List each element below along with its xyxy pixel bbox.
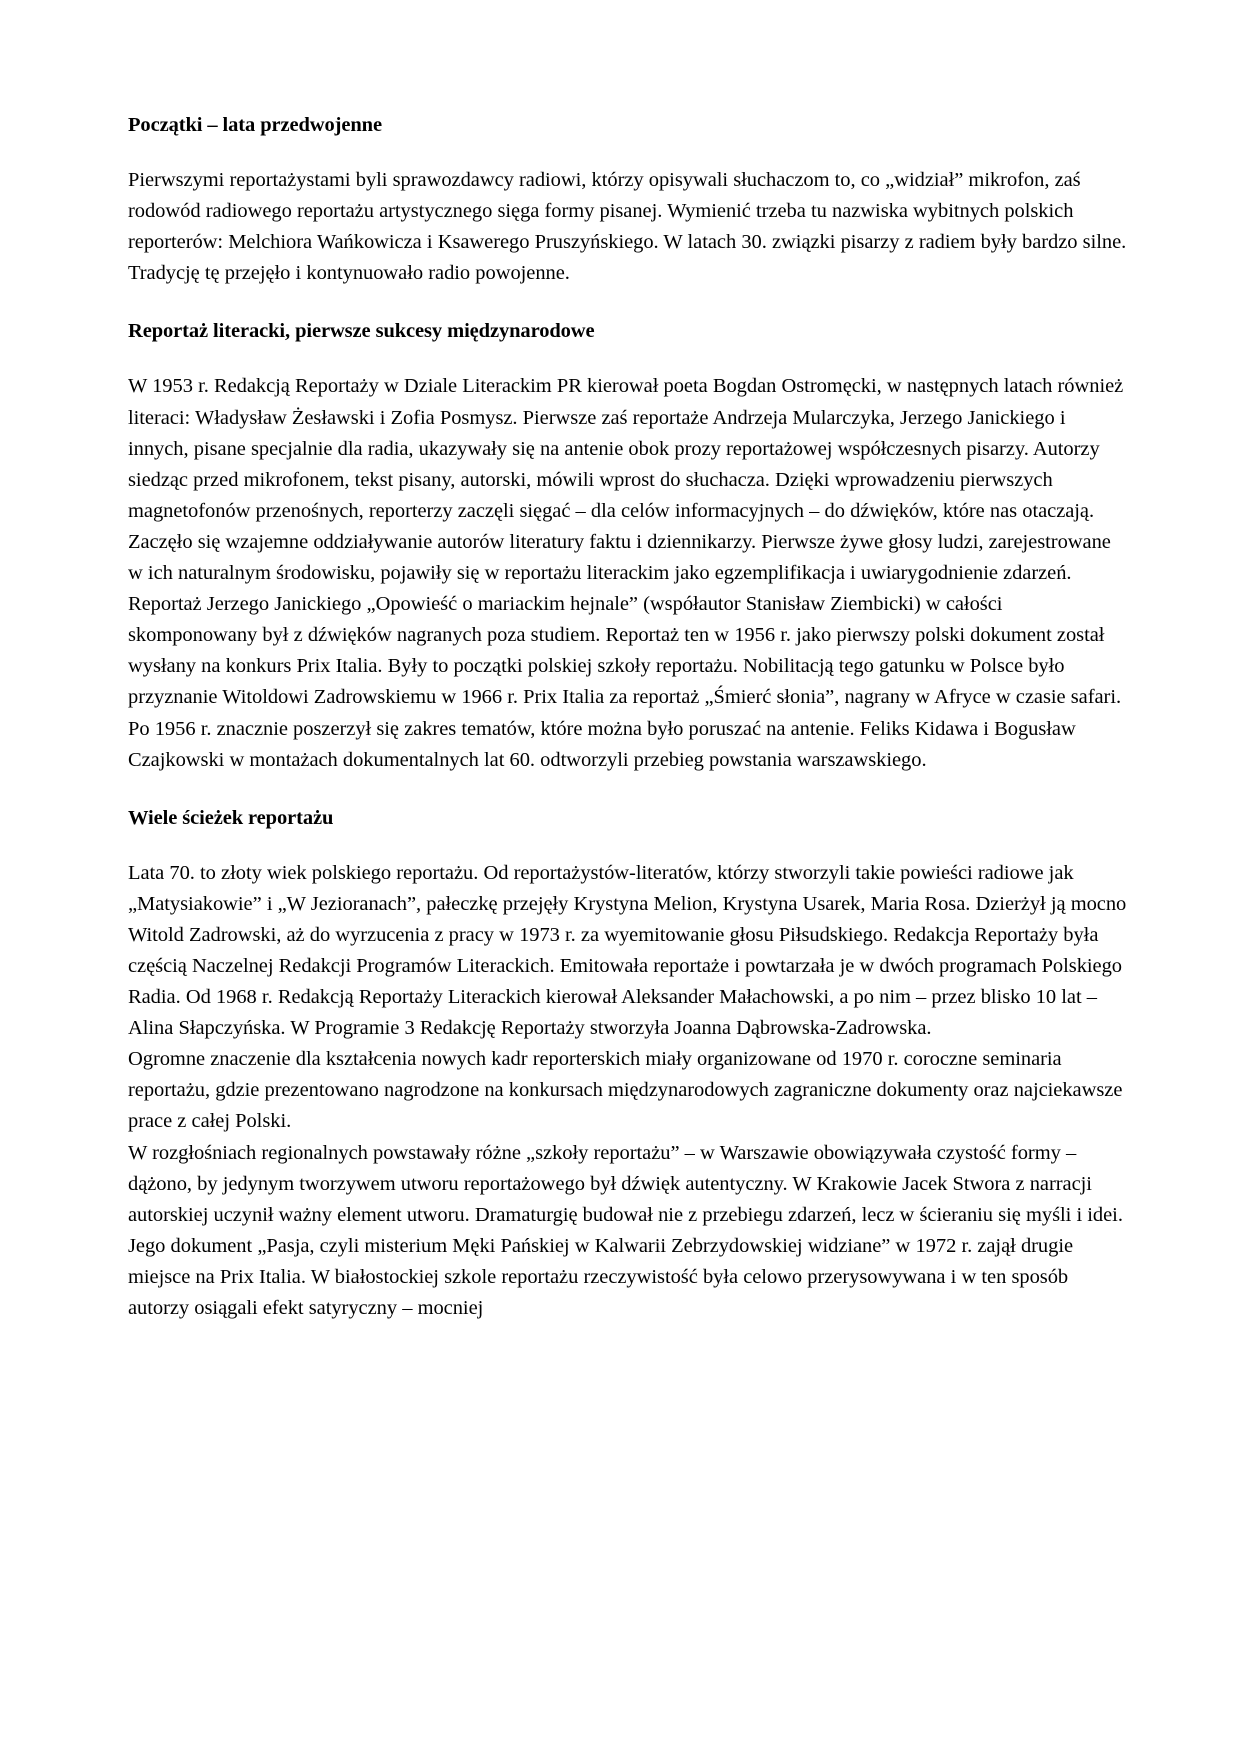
paragraph: Ogromne znaczenie dla kształcenia nowych kadr reporterskich miały organizowane od 1970 r. coroczne seminaria reportażu, gdzie prezentowano nagrodzone na konkursach międzynarodowych zagraniczne dokumenty oraz najciekawsze prace z całej Polski. <box>128 1048 1123 1133</box>
section-heading-poczatki: Początki – lata przedwojenne <box>128 114 382 136</box>
paragraph: W 1953 r. Redakcją Reportaży w Dziale Literackim PR kierował poeta Bogdan Ostromęcki, w następnych latach również literaci: Władysław Żesławski i Zofia Posmysz. Pierwsze zaś reportaże Andrzeja Mularczyka, Jerzego Janickiego i innych, pisane specjalnie dla radia, ukazywały się na antenie obok prozy reportażowej współczesnych pisarzy. Autorzy siedząc przed mikrofonem, tekst pisany, autorski, mówili wprost do słuchacza. Dzięki wprowadzeniu pierwszych magnetofonów przenośnych, reporterzy zaczęli sięgać – dla celów informacyjnych – do dźwięków, które nas otaczają. Zaczęło się wzajemne oddziaływanie autorów literatury faktu i dziennikarzy. Pierwsze żywe głosy ludzi, zarejestrowane w ich naturalnym środowisku, pojawiły się w reportażu literackim jako egzemplifikacja i uwiarygodnienie zdarzeń. <box>128 375 1124 585</box>
paragraph: Pierwszymi reportażystami byli sprawozdawcy radiowi, którzy opisywali słuchaczom to, co „widział” mikrofon, zaś rodowód radiowego reportażu artystycznego sięga formy pisanej. Wymienić trzeba tu nazwiska wybitnych polskich reporterów: Melchiora Wańkowicza i Ksawerego Pruszyńskiego. W latach 30. związki pisarzy z radiem były bardzo silne. Tradycję tę przejęło i kontynuowało radio powojenne. <box>128 169 1127 285</box>
section-heading-reportaz-literacki: Reportaż literacki, pierwsze sukcesy międzynarodowe <box>128 320 595 343</box>
section-body-reportaz-literacki <box>128 371 1128 775</box>
section-body-wiele-sciezek <box>128 858 1128 1324</box>
document-body <box>128 112 1128 1324</box>
section-spacer <box>128 776 1128 805</box>
paragraph: Po 1956 r. znacznie poszerzył się zakres tematów, które można było poruszać na antenie. Feliks Kidawa i Bogusław Czajkowski w montażach dokumentalnych lat 60. odtworzyli przebieg powstania warszawskiego. <box>128 717 1076 771</box>
paragraph: Lata 70. to złoty wiek polskiego reportażu. Od reportażystów-literatów, którzy stworzyli takie powieści radiowe jak „Matysiakowie” i „W Jezioranach”, pałeczkę przejęły Krystyna Melion, Krystyna Usarek, Maria Rosa. Dzierżył ją mocno Witold Zadrowski, aż do wyrzucenia z pracy w 1973 r. za wyemitowanie głosu Piłsudskiego. Redakcja Reportaży była częścią Naczelnej Redakcji Programów Literackich. Emitowała reportaże i powtarzała je w dwóch programach Polskiego Radia. Od 1968 r. Redakcją Reportaży Literackich kierował Aleksander Małachowski, a po nim – przez blisko 10 lat – Alina Słapczyńska. W Programie 3 Redakcję Reportaży stworzyła Joanna Dąbrowska-Zadrowska. <box>128 861 1127 1040</box>
section-spacer <box>128 289 1128 318</box>
section-body-poczatki <box>128 165 1128 289</box>
paragraph: Reportaż Jerzego Janickiego „Opowieść o mariackim hejnale” (współautor Stanisław Ziembicki) w całości skomponowany był z dźwięków nagranych poza studiem. Reportaż ten w 1956 r. jako pierwszy polski dokument został wysłany na konkurs Prix Italia. Były to początki polskiej szkoły reportażu. Nobilitacją tego gatunku w Polsce było przyznanie Witoldowi Zadrowskiemu w 1966 r. Prix Italia za reportaż „Śmierć słonia”, nagrany w Afryce w czasie safari. <box>128 593 1122 709</box>
section-heading-wiele-sciezek: Wiele ścieżek reportażu <box>128 806 334 829</box>
paragraph: W rozgłośniach regionalnych powstawały różne „szkoły reportażu” – w Warszawie obowiązywała czystość formy – dążono, by jedynym tworzywem utworu reportażowego był dźwięk autentyczny. W Krakowie Jacek Stwora z narracji autorskiej uczynił ważny element utworu. Dramaturgię budował nie z przebiegu zdarzeń, lecz w ścieraniu się myśli i idei. Jego dokument „Pasja, czyli misterium Męki Pańskiej w Kalwarii Zebrzydowskiej widziane” w 1972 r. zajął drugie miejsce na Prix Italia. W białostockiej szkole reportażu rzeczywistość była celowo przerysowywana i w ten sposób autorzy osiągali efekt satyryczny – mocniej <box>128 1141 1123 1320</box>
